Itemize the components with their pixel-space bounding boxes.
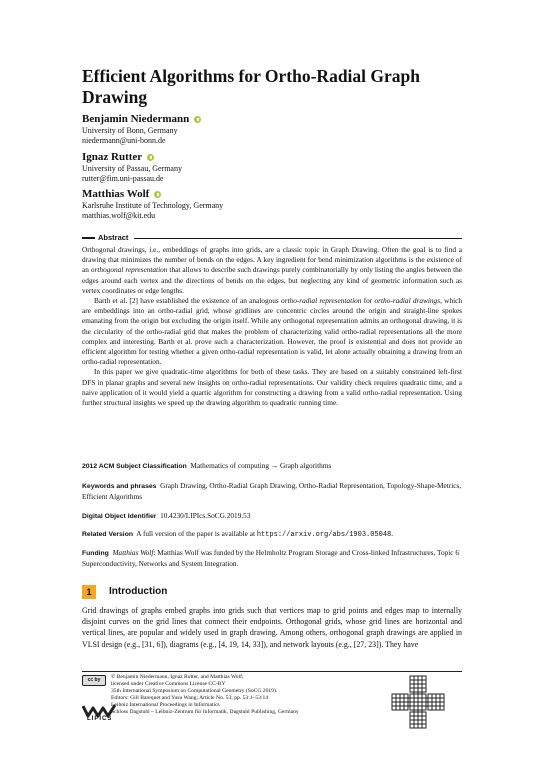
author-email[interactable]: matthias.wolf@kit.edu	[82, 211, 156, 220]
arxiv-link[interactable]: https://arxiv.org/abs/1903.05048	[256, 531, 392, 539]
doi: Digital Object Identifier 10.4230/LIPIcs.SoCG.2019.53	[82, 511, 251, 520]
author-email[interactable]: niedermann@uni-bonn.de	[82, 136, 166, 145]
acm-classification: 2012 ACM Subject Classification Mathematics of computing → Graph algorithms	[82, 461, 332, 470]
section-number: 1	[82, 585, 96, 599]
author-affiliation: University of Passau, Germany	[82, 164, 182, 173]
orcid-icon[interactable]	[194, 116, 201, 123]
author-name: Ignaz Rutter	[82, 151, 182, 164]
author-name: Benjamin Niedermann	[82, 113, 201, 126]
author-email[interactable]: rutter@fim.uni-passau.de	[82, 174, 164, 183]
footer-text: © Benjamin Niedermann, Ignaz Rutter, and Matthias Wolf; licensed under Creative Commons License CC-BY 35th International Symposium on Computational Geometry (SoCG 2019). Editors: Gill Barequet and Yusu Wang; Article No. 53; pp. 53:1–53:14 Leibniz International Proceedings in Informatics Schloss Dagstuhl – Leibniz-Zentrum für Informatik, Dagstuhl Publishing, Germany	[111, 674, 299, 716]
paper-title: Efficient Algorithms for Ortho-Radial Graph Drawing	[82, 66, 420, 107]
abstract-paragraph: Orthogonal drawings, i.e., embeddings of graphs into grids, are a classic topic in Graph Drawing. Often the goal is to find a drawing that minimizes the number of bends on the edges. A key ingredient for bend minimization algorithms is the existence of an orthogonal representation that allows to describe such drawings purely combinatorially by only listing the angles between the edges around each vertex and the directions of bends on the edges, but neglecting any kind of geometric information such as vertex coordinates or edge lengths.	[82, 245, 463, 295]
orcid-icon[interactable]	[147, 154, 154, 161]
abstract-paragraph: Barth et al. [2] have established the existence of an analogous ortho-radial representation for ortho-radial drawings, which are embeddings into an ortho-radial grid, whose gridlines are concentric circles around the origin and straight-line spokes emanating from the origin but excluding the origin itself. While any orthogonal representation admits an orthogonal drawing, it is the circularity of the ortho-radial grid that makes the problem of characterizing valid ortho-radial representations all the more complex and interesting. Barth et al. prove such a characterization. However, the proof is existential and does not provide an efficient algorithm for testing whether a given ortho-radial representation is valid, let alone actually obtaining a drawing from an ortho-radial representation.	[82, 296, 463, 367]
orcid-icon[interactable]	[154, 191, 161, 198]
author-affiliation: University of Bonn, Germany	[82, 126, 178, 135]
abstract-heading	[82, 233, 462, 243]
abstract-body	[82, 245, 462, 408]
section-title: Introduction	[109, 586, 168, 597]
author-affiliation: Karlsruhe Institute of Technology, Germany	[82, 201, 224, 210]
keywords: Keywords and phrases Graph Drawing, Ortho-Radial Graph Drawing, Ortho-Radial Representation, Topology-Shape-Metrics, Efficient Algorithms	[82, 481, 462, 502]
funding: Funding Matthias Wolf: Matthias Wolf was funded by the Helmholtz Program Storage and Cross-linked Infrastructures, Topic 6 Superconductivity, Networks and System Integration.	[82, 548, 460, 569]
heading-bar	[82, 237, 95, 239]
author-block	[82, 188, 223, 221]
heading-rule	[134, 238, 462, 239]
author-block	[82, 113, 201, 146]
cc-by-icon[interactable]: cc by	[82, 675, 106, 686]
author-name: Matthias Wolf	[82, 188, 223, 201]
abstract-paragraph: In this paper we give quadratic-time algorithms for both of these tasks. They are based on a suitably constrained left-first DFS in planar graphs and several new insights on ortho-radial representations. Our validity check requires quadratic time, and a naive application of it would yield a quartic algorithm for constructing a drawing from a valid ortho-radial representation. Using further structural insights we speed up the drawing algorithm to quadratic running time.	[82, 367, 462, 408]
footer-rule	[82, 671, 462, 672]
related-version: Related Version A full version of the paper is available at https://arxiv.org/abs/1903.05048.	[82, 529, 394, 539]
author-block	[82, 151, 182, 184]
intro-paragraph: Grid drawings of graphs embed graphs into grids such that vertices map to grid points and edges map to internally disjoint curves on the grid lines that connect their endpoints. Orthogonal grids, whose grid lines are horizontal and vertical lines, are popular and widely used in graph drawing. Among others, orthogonal graph drawings are applied in VLSI design (e.g., [31, 6]), diagrams (e.g., [4, 19, 14, 33]), and network layouts (e.g., [27, 23]). They have	[82, 606, 462, 649]
lipics-label: LIPICS	[87, 716, 113, 722]
abstract-label: Abstract	[98, 233, 129, 242]
socg-logo-icon	[390, 674, 446, 730]
